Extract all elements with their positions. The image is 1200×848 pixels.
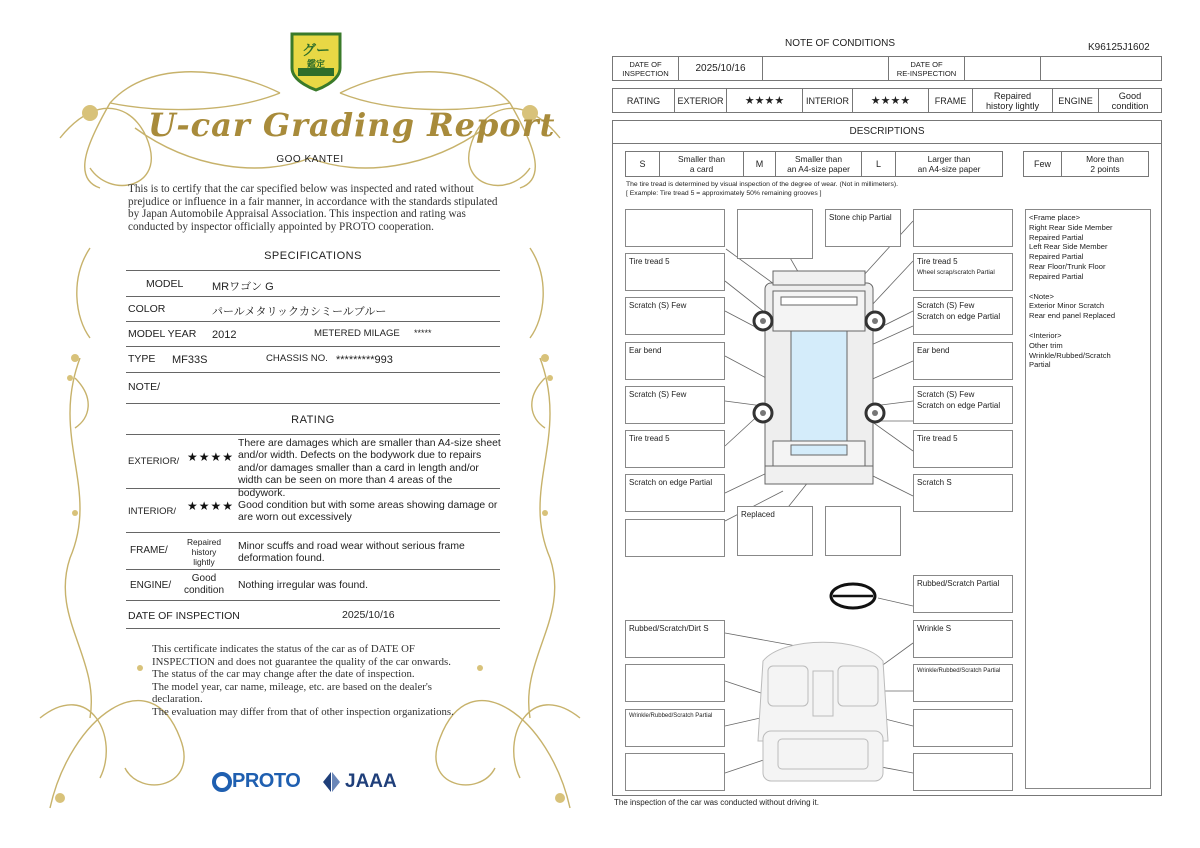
frame-value xyxy=(973,89,1053,112)
disclaimer-line: declaration. xyxy=(152,693,203,706)
reference-number: K96125J1602 xyxy=(1088,42,1150,53)
reinspection-blank-1 xyxy=(965,57,1041,80)
jaaa-logo xyxy=(320,770,397,794)
damage-box-scratch-rear-right: Scratch S xyxy=(913,474,1013,512)
dates-row xyxy=(612,56,1162,81)
model-year-label: MODEL YEAR xyxy=(128,328,197,340)
disclaimer-line: INSPECTION and does not guarantee the quality of the car onwards. xyxy=(152,655,451,668)
notes-line: Exterior Minor Scratch xyxy=(1029,301,1105,311)
damage-box-blank xyxy=(913,209,1013,247)
report-title: U-car Grading Report xyxy=(148,106,556,144)
legend-s-desc-1: Smaller than xyxy=(677,154,725,164)
engine-value-line-1: Good xyxy=(191,573,217,584)
goo-kantei-badge xyxy=(288,30,344,92)
descriptions-heading: DESCRIPTIONS xyxy=(849,126,925,137)
damage-box-blank xyxy=(625,753,725,791)
damage-box-stone-chip: Stone chip Partial xyxy=(825,209,901,247)
exterior-description: There are damages which are smaller than A4-size sheet and/or width. Defects on the bodywork due to repairs and/or damages smaller than a card in length and/or width can be seen on more than 4 areas of the bodywork. xyxy=(238,438,501,499)
damage-box-ear-bend-left: Ear bend xyxy=(625,342,725,380)
exterior-label: EXTERIOR xyxy=(675,89,727,112)
frame-value-line-2: history xyxy=(191,547,217,557)
interior-label: INTERIOR/ xyxy=(128,506,177,517)
damage-box-tire-rear-right: Tire tread 5 xyxy=(913,430,1013,468)
damage-box-interior-right-2: Wrinkle/Rubbed/Scratch Partial xyxy=(913,664,1013,702)
damage-box-blank xyxy=(737,209,813,259)
note-label: NOTE/ xyxy=(128,381,161,393)
legend-m-desc-1: Smaller than xyxy=(794,154,842,164)
legend-l-desc-1: Larger than xyxy=(927,154,971,164)
certification-intro: This is to certify that the car specified below was inspected and rated without prejudice or influence in a fair manner, in accordance with the standards stipulated by Japan Automobile Appraisal Association. This inspection and rating was conducted by inspector officially appointed by PROTO cooperation. xyxy=(128,183,498,233)
date-blank-1 xyxy=(763,57,889,80)
tire-note-line-2: [ Example: Tire tread 5 = approximately 50% remaining grooves ] xyxy=(626,190,822,197)
legend-m-desc-2: an A4-size paper xyxy=(787,164,850,174)
interior-label: INTERIOR xyxy=(803,89,853,112)
rating-heading: RATING xyxy=(291,414,335,426)
exterior-stars: ★★★★ xyxy=(187,450,235,464)
frame-value-line-1: Repaired xyxy=(187,537,221,547)
notes-line: Wrinkle/Rubbed/Scratch xyxy=(1029,350,1111,360)
notes-line: <Note> xyxy=(1029,291,1054,301)
note-of-conditions xyxy=(610,30,1170,820)
legend-few-desc-2: 2 points xyxy=(1090,164,1120,174)
date-of-inspection-value: 2025/10/16 xyxy=(342,609,395,621)
disclaimer-line: This certificate indicates the status of the car as of DATE OF xyxy=(152,643,415,655)
exterior-label: EXTERIOR/ xyxy=(128,456,180,467)
certificate-disclaimer xyxy=(152,643,502,719)
damage-box-tire-front-right xyxy=(913,253,1013,291)
damage-box-ear-bend-right: Ear bend xyxy=(913,342,1013,380)
notes-line: Rear end panel Replaced xyxy=(1029,311,1116,321)
notes-line: Repaired Partial xyxy=(1029,271,1084,281)
chassis-label: CHASSIS NO. xyxy=(266,353,328,364)
grading-certificate xyxy=(30,18,590,818)
descriptions-panel xyxy=(612,120,1162,796)
damage-box-tire-front-left: Tire tread 5 xyxy=(625,253,725,291)
damage-box-blank xyxy=(913,753,1013,791)
disclaimer-line: The model year, car name, mileage, etc. are based on the dealer's xyxy=(152,680,432,693)
damage-box-scratch-left-1: Scratch (S) Few xyxy=(625,297,725,335)
damage-box-interior-left-3: Wrinkle/Rubbed/Scratch Partial xyxy=(625,709,725,747)
tire-front-right-line-1: Tire tread 5 xyxy=(917,257,958,266)
jaaa-logo-text: JAAA xyxy=(345,771,397,792)
damage-box-interior-front: Rubbed/Scratch/Dirt S xyxy=(625,620,725,658)
damage-box-blank xyxy=(625,519,725,557)
reinspection-blank-2 xyxy=(1041,57,1161,80)
badge-text-top: グー xyxy=(302,42,330,58)
metered-mileage-value: ***** xyxy=(414,328,432,338)
legend-few-desc-1: More than xyxy=(1086,154,1124,164)
frame-value-line-1: Repaired xyxy=(993,90,1032,101)
color-value: パールメタリックカシミールブルー xyxy=(212,306,387,318)
note-title: NOTE OF CONDITIONS xyxy=(785,38,895,49)
proto-mark-icon xyxy=(212,771,232,793)
reinspection-label-line-1: DATE OF xyxy=(910,59,943,69)
notes-line: Left Rear Side Member xyxy=(1029,242,1108,252)
chassis-value: *********993 xyxy=(336,354,393,366)
specifications-heading: SPECIFICATIONS xyxy=(264,250,362,262)
jaaa-mark-icon xyxy=(320,770,342,794)
notes-line: <Interior> xyxy=(1029,330,1062,340)
legend-m: M xyxy=(744,152,776,176)
damage-box-wrinkle: Wrinkle S xyxy=(913,620,1013,658)
model-value: MRワゴン G xyxy=(212,281,274,293)
engine-value-line-1: Good xyxy=(1118,90,1142,101)
frame-value xyxy=(176,537,232,567)
notes-spacer xyxy=(1029,321,1147,331)
damage-box-scratch-right-1 xyxy=(913,297,1013,335)
engine-value-line-2: condition xyxy=(183,585,225,596)
inspection-footer-note: The inspection of the car was conducted without driving it. xyxy=(614,798,819,807)
engine-label: ENGINE/ xyxy=(130,580,172,591)
interior-stars: ★★★★ xyxy=(187,499,235,513)
damage-box-blank xyxy=(625,664,725,702)
disclaimer-line: The evaluation may differ from that of other inspection organizations. xyxy=(152,705,454,718)
rating-row xyxy=(612,88,1162,113)
engine-value xyxy=(176,573,232,597)
legend-l: L xyxy=(862,152,896,176)
exterior-stars: ★★★★ xyxy=(727,89,803,112)
damage-box-tire-rear-left: Tire tread 5 xyxy=(625,430,725,468)
reinspection-label xyxy=(889,57,965,80)
disclaimer-line: The status of the car may change after the date of inspection. xyxy=(152,668,415,681)
type-label: TYPE xyxy=(128,353,156,365)
legend-s: S xyxy=(626,152,660,176)
legend-s-desc-2: a card xyxy=(689,164,714,174)
frame-value-line-2: history lightly xyxy=(985,100,1040,111)
interior-description: Good condition but with some areas showing damage or are worn out excessively xyxy=(238,500,498,524)
scratch-right-2-line-1: Scratch (S) Few xyxy=(917,390,975,399)
scratch-right-1-line-2: Scratch on edge Partial xyxy=(917,312,1001,321)
engine-value-line-2: condition xyxy=(1111,100,1149,111)
type-value: MF33S xyxy=(172,354,208,366)
scratch-right-2-line-2: Scratch on edge Partial xyxy=(917,401,1001,410)
damage-box-steering: Rubbed/Scratch Partial xyxy=(913,575,1013,613)
reinspection-label-line-2: RE-INSPECTION xyxy=(896,68,957,78)
frame-label: FRAME xyxy=(929,89,973,112)
legend-l-desc-2: an A4-size paper xyxy=(917,164,981,174)
interior-stars: ★★★★ xyxy=(853,89,929,112)
notes-line: Right Rear Side Member xyxy=(1029,222,1113,232)
tire-note-line-1: The tire tread is determined by visual inspection of the degree of wear. (Not in millimeters). xyxy=(626,181,898,188)
notes-line: Other trim xyxy=(1029,340,1063,350)
damage-box-blank xyxy=(625,209,725,247)
date-of-inspection-label xyxy=(613,57,679,80)
engine-label: ENGINE xyxy=(1053,89,1099,112)
notes-line: <Frame place> xyxy=(1029,213,1081,222)
model-label: MODEL xyxy=(146,278,184,290)
engine-value xyxy=(1099,89,1161,112)
notes-line: Repaired Partial xyxy=(1029,252,1084,262)
date-label-line-2: INSPECTION xyxy=(622,68,669,78)
damage-box-scratch-left-2: Scratch (S) Few xyxy=(625,386,725,424)
damage-box-blank xyxy=(825,506,901,556)
proto-logo xyxy=(212,770,300,793)
color-label: COLOR xyxy=(128,303,166,315)
frame-description: Minor scuffs and road wear without serious frame deformation found. xyxy=(238,541,465,565)
report-subtitle: GOO KANTEI xyxy=(276,154,344,165)
damage-box-replaced: Replaced xyxy=(737,506,813,556)
damage-box-blank xyxy=(913,709,1013,747)
date-of-inspection-label: DATE OF INSPECTION xyxy=(128,610,240,622)
badge-text-bottom: 鑑定 xyxy=(306,59,325,69)
engine-description: Nothing irregular was found. xyxy=(238,580,368,591)
metered-mileage-label: METERED MILAGE xyxy=(314,328,400,339)
date-label-line-1: DATE OF xyxy=(629,59,662,69)
tire-front-right-line-2: Wheel scrap/scratch Partial xyxy=(917,269,995,276)
model-year-value: 2012 xyxy=(212,329,237,341)
scratch-right-1-line-1: Scratch (S) Few xyxy=(917,301,975,310)
proto-logo-text: PROTO xyxy=(232,770,301,792)
notes-line: Partial xyxy=(1029,360,1051,370)
notes-line: Rear Floor/Trunk Floor xyxy=(1029,261,1106,271)
legend-few: Few xyxy=(1024,152,1062,176)
damage-box-scratch-right-2 xyxy=(913,386,1013,424)
date-of-inspection-value: 2025/10/16 xyxy=(679,57,763,80)
frame-label: FRAME/ xyxy=(130,545,168,556)
notes-line: Repaired Partial xyxy=(1029,232,1084,242)
frame-notes-panel xyxy=(1025,209,1151,789)
rating-label: RATING xyxy=(613,89,675,112)
damage-box-scratch-edge-left: Scratch on edge Partial xyxy=(625,474,725,512)
frame-value-line-3: lightly xyxy=(193,557,215,567)
notes-spacer xyxy=(1029,282,1147,292)
